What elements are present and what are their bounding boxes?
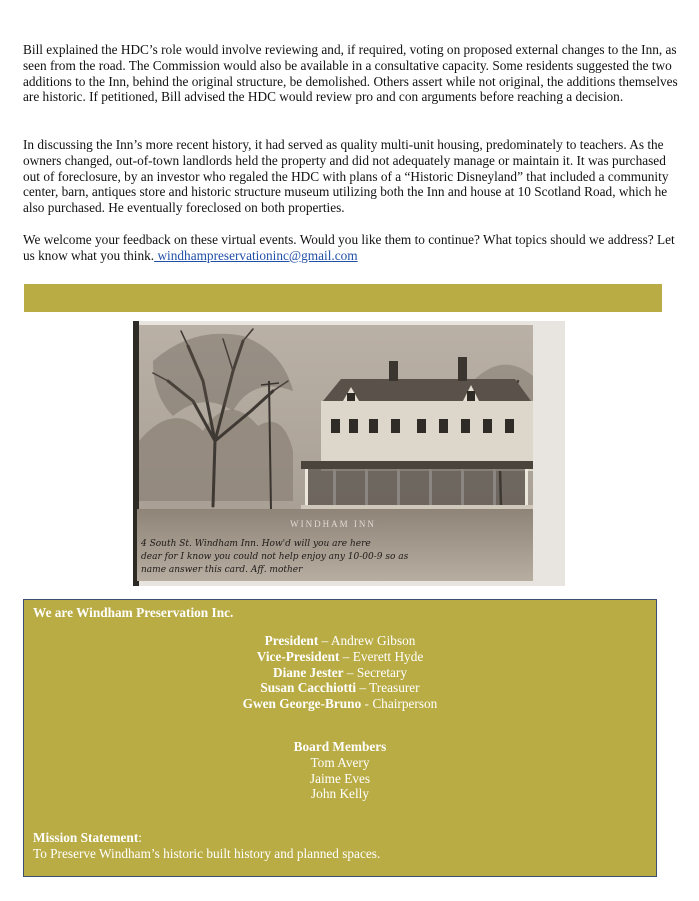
- feedback-text: We welcome your feedback on these virtual events. Would you like them to continue? What topics should we address? Let us know what you think.: [23, 232, 675, 263]
- officer-label: President: [264, 633, 319, 648]
- officer-value: Andrew Gibson: [330, 633, 416, 648]
- mission-label: Mission Statement: [33, 830, 139, 845]
- divider-banner: [24, 284, 662, 312]
- email-link[interactable]: windhampreservationinc@gmail.com: [154, 247, 358, 263]
- officer-row: [24, 680, 656, 696]
- board-members-heading: Board Members: [293, 739, 387, 754]
- officer-row: [24, 665, 656, 681]
- postcard-caption: WINDHAM INN: [290, 519, 376, 529]
- postcard-handwriting-line-2: dear for I know you could not help enjoy any 10-00-9 so as: [141, 552, 409, 562]
- officer-row: [24, 649, 656, 665]
- officer-value: Secretary: [356, 664, 408, 680]
- officer-row: [24, 696, 656, 712]
- officers-list: [24, 633, 656, 712]
- postcard-handwriting-line-3: name answer this card. Aff. mother: [141, 565, 303, 575]
- mission-colon: :: [138, 830, 142, 845]
- officer-label: Gwen George-Bruno: [242, 696, 362, 712]
- officer-value: Everett Hyde: [352, 648, 424, 664]
- paragraph-inn-history: In discussing the Inn’s more recent history, it had served as quality multi-unit housing, predominately to teachers. As the owners changed, out-of-town landlords held the property and did not adequately manage or maintain it. It was purchased out of foreclosure, by an investor who regaled the HDC with plans of a “Historic Disneyland” that included a community center, barn, antiques store and historic structure museum utilizing both the Inn and house at 10 Scotland Road, which he also purchased. He eventually foreclosed on both properties.: [23, 137, 669, 216]
- organization-heading: We are Windham Preservation Inc.: [33, 605, 234, 620]
- board-member: Jaime Eves: [309, 770, 371, 786]
- mission-statement: [33, 830, 380, 862]
- board-member: John Kelly: [311, 786, 369, 802]
- officer-label: Susan Cacchiotti: [260, 680, 357, 696]
- officer-value: Chairperson: [372, 696, 438, 712]
- paragraph-hdc-role: Bill explained the HDC’s role would involve reviewing and, if required, voting on proposed external changes to the Inn, as seen from the road. The Commission would also be available in a consultative capacity. Some residents suggested the two additions to the Inn, behind the original structure, be demolished. Others assert while not original, the additions themselves are historic. If petitioned, Bill advised the HDC would review pro and con arguments before reaching a decision.: [23, 42, 678, 105]
- officer-row: [24, 633, 656, 649]
- officer-value: Treasurer: [369, 680, 420, 696]
- separator: -: [361, 696, 373, 712]
- board-members-list: [24, 739, 656, 802]
- separator: –: [339, 648, 353, 664]
- separator: –: [356, 680, 370, 696]
- postcard-handwriting-line-1: 4 South St. Windham Inn. How'd will you are here: [141, 539, 371, 549]
- officer-label: Vice-President: [256, 648, 340, 664]
- paragraph-feedback: [23, 232, 679, 264]
- organization-info-box: [23, 599, 657, 877]
- mission-text: To Preserve Windham’s historic built history and planned spaces.: [33, 845, 381, 861]
- board-member: Tom Avery: [310, 754, 370, 770]
- separator: –: [343, 664, 357, 680]
- windham-inn-postcard-photo: [133, 321, 565, 586]
- separator: –: [318, 633, 331, 648]
- officer-label: Diane Jester: [272, 664, 344, 680]
